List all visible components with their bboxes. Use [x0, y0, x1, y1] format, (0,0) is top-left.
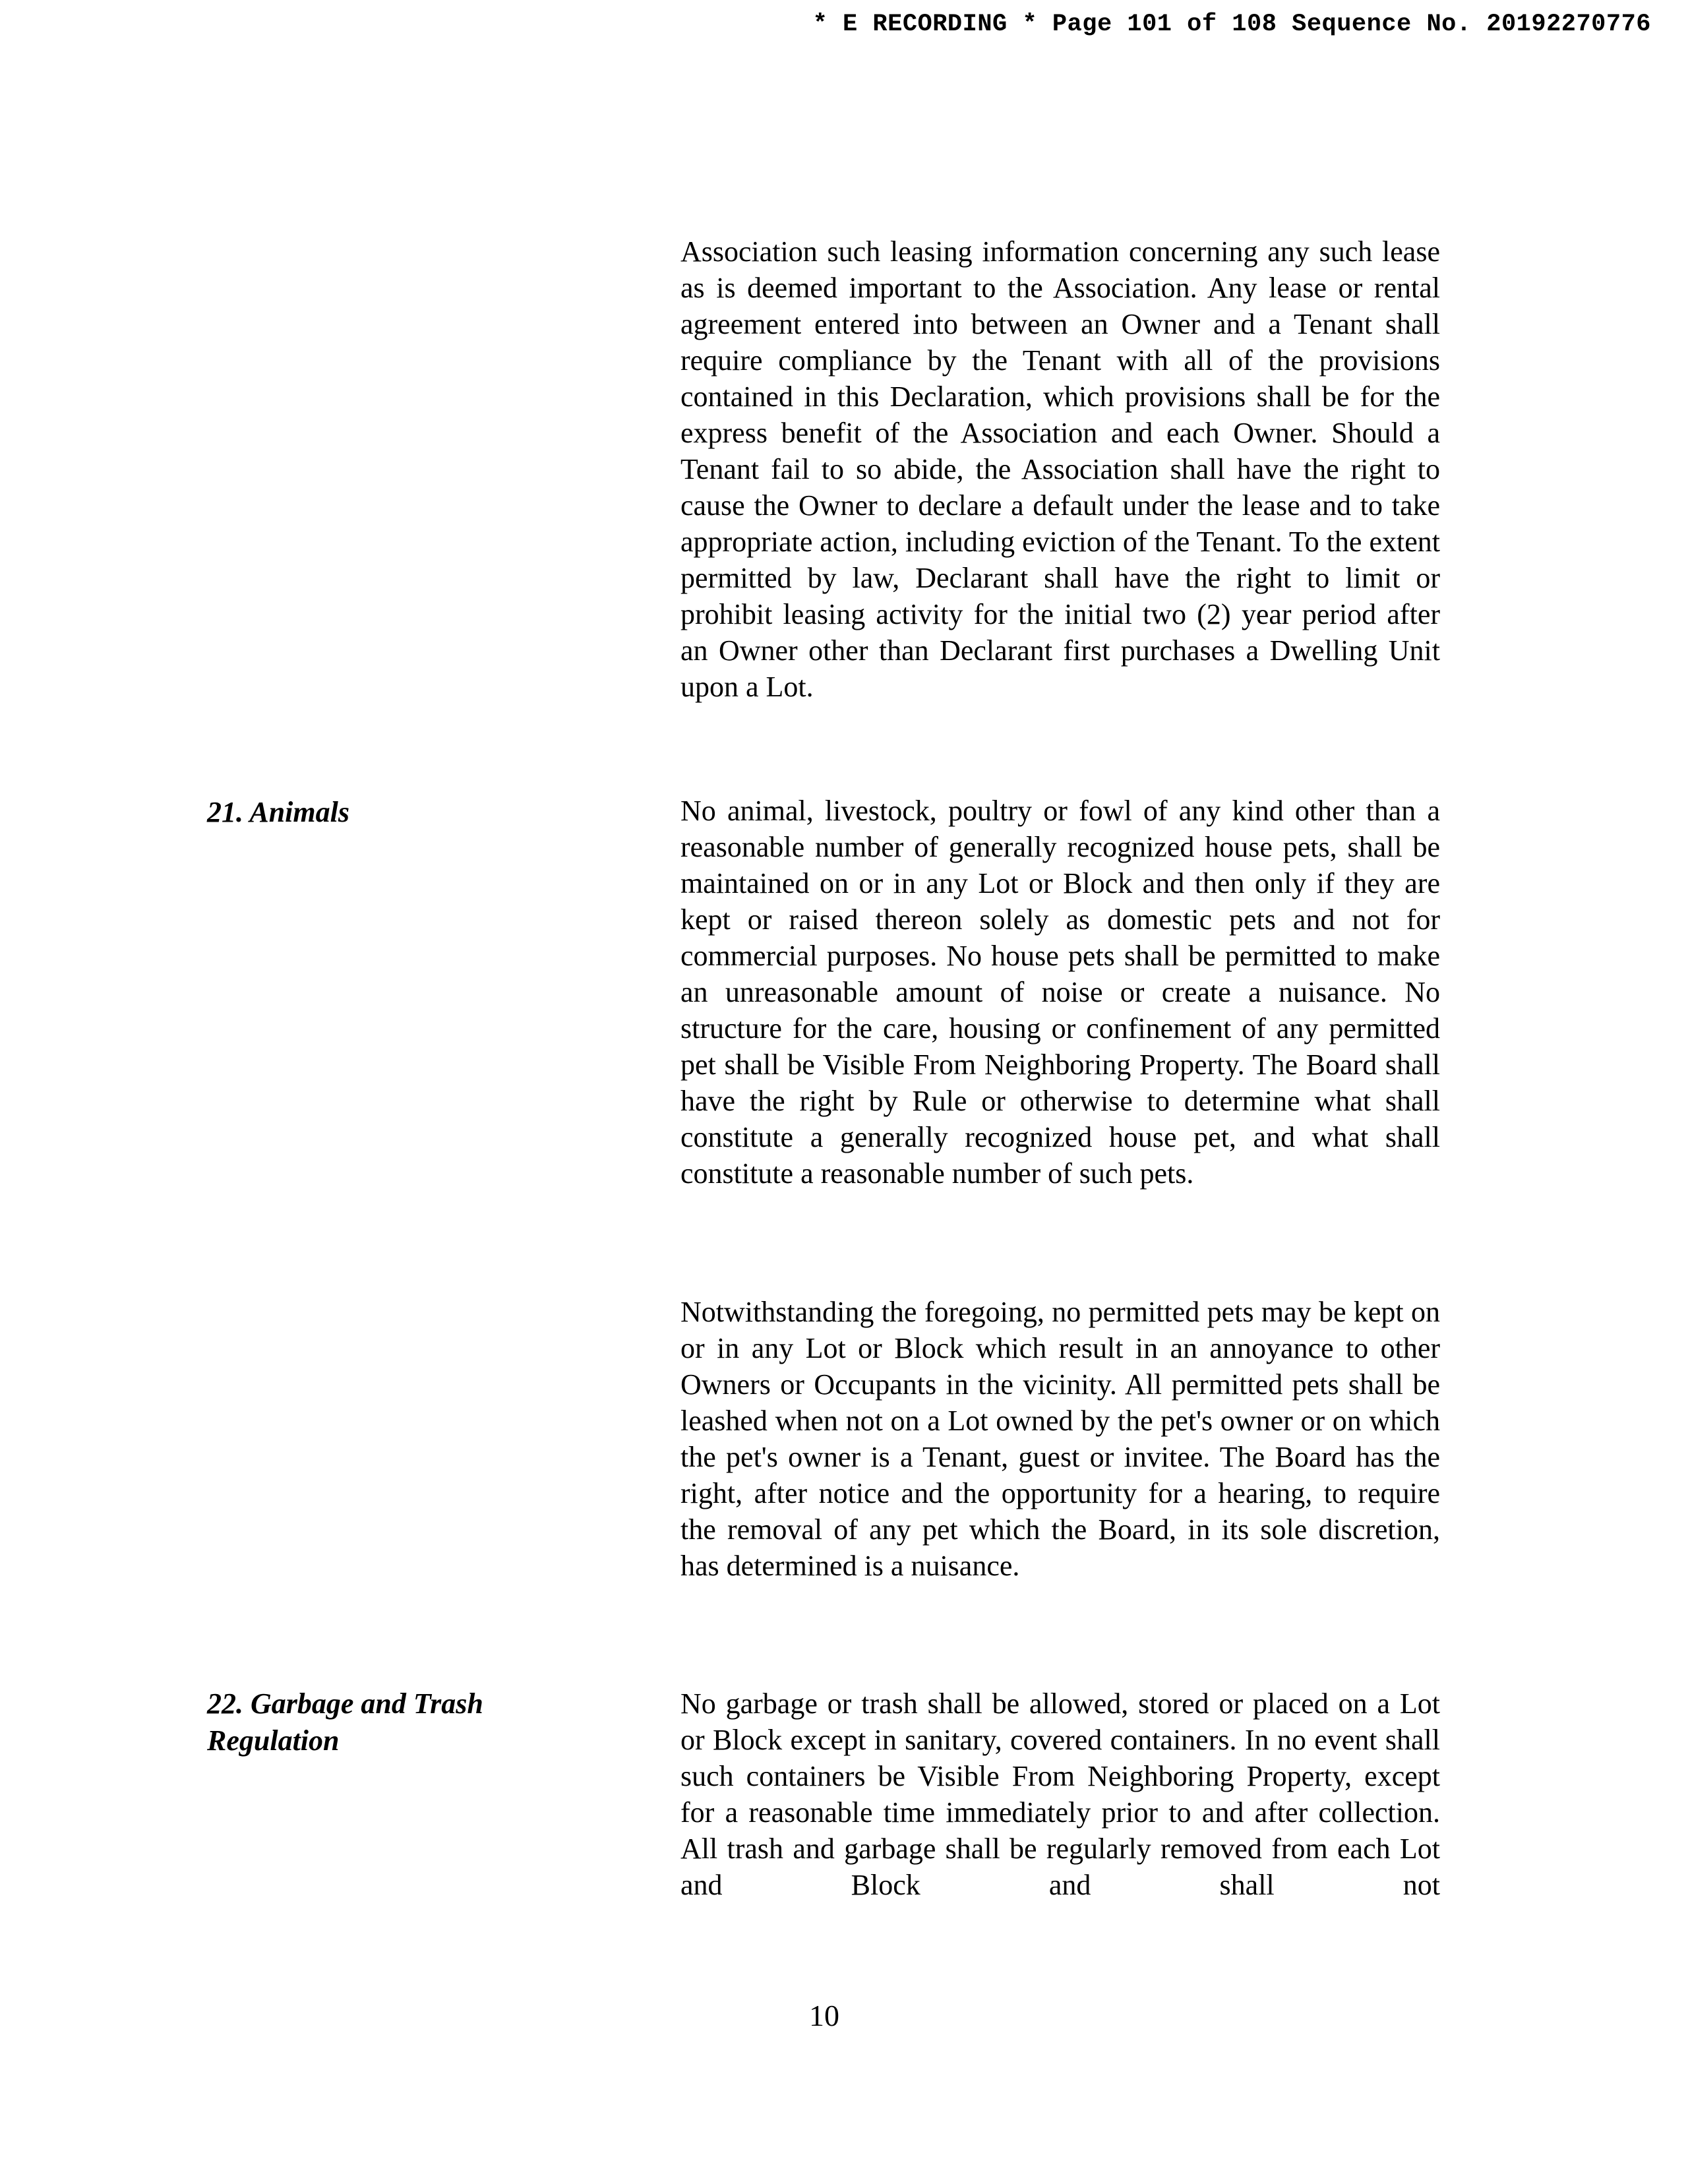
animals-paragraph-1: No animal, livestock, poultry or fowl of any kind other than a reasonable number of generally recognized house pets, shall be maintained on or in any Lot or Block and then only if they are kept or raised thereon solely as domestic pets and not for commercial purposes. No house pets shall be permitted to make an unreasonable amount of noise or create a nuisance. No structure for the care, housing or confinement of any permitted pet shall be Visible From Neighboring Property. The Board shall have the right by Rule or otherwise to determine what shall constitute a generally recognized house pet, and what shall constitute a reasonable number of such pets.	[680, 795, 1440, 1190]
garbage-heading: 22. Garbage and Trash Regulation	[207, 1687, 483, 1757]
garbage-paragraph: No garbage or trash shall be allowed, stored or placed on a Lot or Block except in sanitary, covered containers. In no event shall such containers be Visible From Neighboring Property, except for a reasonable time immediately prior to and after collection. All trash and garbage shall be regularly removed from each Lot and Block and shall not	[680, 1687, 1440, 1901]
recording-header: * E RECORDING * Page 101 of 108 Sequence No. 20192270776	[812, 11, 1651, 38]
animals-heading: 21. Animals	[207, 796, 349, 828]
page-number: 10	[809, 1999, 839, 2032]
animals-paragraph-2: Notwithstanding the foregoing, no permitted pets may be kept on or in any Lot or Block which result in an annoyance to other Owners or Occupants in the vicinity. All permitted pets shall be leashed when not on a Lot owned by the pet's owner or on which the pet's owner is a Tenant, guest or invitee. The Board has the right, after notice and the opportunity for a hearing, to require the removal of any pet which the Board, in its sole discretion, has determined is a nuisance.	[680, 1296, 1440, 1582]
leasing-continued-paragraph: Association such leasing information concerning any such lease as is deemed important to the Association. Any lease or rental agreement entered into between an Owner and a Tenant shall require compliance by the Tenant with all of the provisions contained in this Declaration, which provisions shall be for the express benefit of the Association and each Owner. Should a Tenant fail to so abide, the Association shall have the right to cause the Owner to declare a default under the lease and to take appropriate action, including eviction of the Tenant. To the extent permitted by law, Declarant shall have the right to limit or prohibit leasing activity for the initial two (2) year period after an Owner other than Declarant first purchases a Dwelling Unit upon a Lot.	[680, 235, 1440, 703]
